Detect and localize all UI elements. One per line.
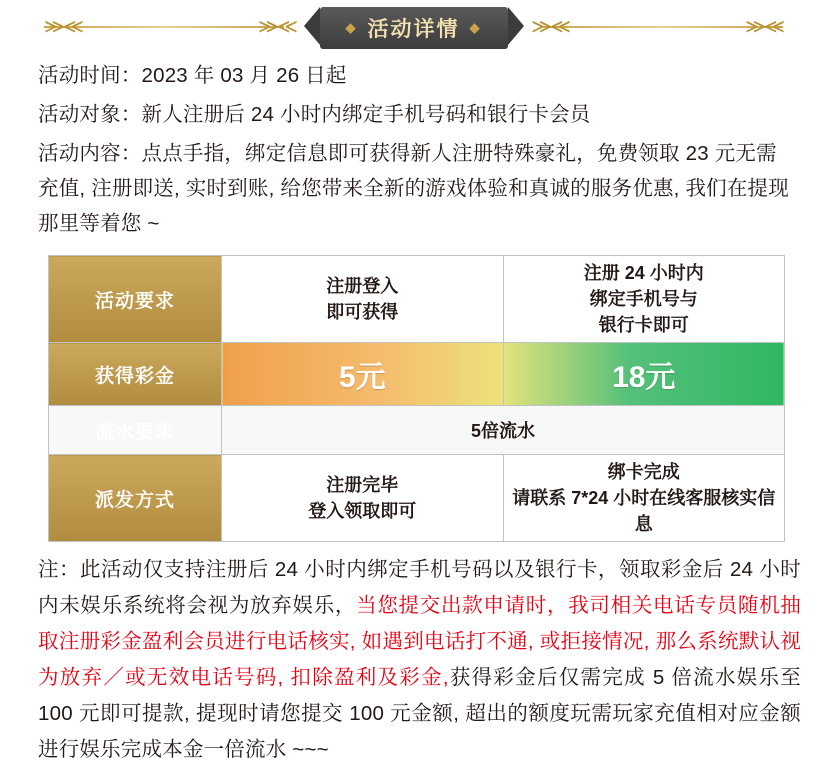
promotion-page [0, 4, 827, 767]
activity-target-label: 活动对象： [38, 103, 142, 126]
activity-time-row [38, 58, 789, 93]
bonus-tier2-amount: 18元 [612, 361, 676, 394]
requirement-tier2 [503, 256, 785, 343]
ornament-icon-left-inner: ≫≪ [258, 16, 296, 38]
activity-content-row [38, 136, 789, 241]
terms-note-warning: 当您提交出款申请时，我司相关电话专员随机抽取注册彩金盈利会员进行电话核实, 如遇到电话打不通, 或拒接情况, 那么系统默认视为放弃／或无效电话号码, 扣除盈利及彩金, [38, 594, 802, 689]
page-title: 活动详情 [367, 18, 460, 41]
terms-note-part1: 注：此活动仅支持注册后 24 小时内绑定手机号码以及银行卡，领取彩金后 24 小时内未娱乐系统将会视为放弃娱乐， [38, 558, 801, 617]
requirement-tier1-line2: 即可获得 [326, 302, 399, 322]
delivery-tier1 [222, 455, 504, 542]
requirement-tier2-line3: 银行卡即可 [598, 315, 689, 335]
activity-target-value: 新人注册后 24 小时内绑定手机号码和银行卡会员 [141, 103, 591, 126]
row-header-requirement: 活动要求 [49, 256, 222, 343]
ornament-icon-right-inner: ≫≪ [531, 16, 569, 38]
table-row-bonus [49, 343, 785, 406]
delivery-tier2-line1: 绑卡完成 [607, 462, 680, 482]
activity-time-value: 2023 年 03 月 26 日起 [141, 64, 347, 87]
promo-table-wrap [0, 255, 827, 542]
activity-time-label: 活动时间： [38, 64, 142, 87]
activity-content-label: 活动内容： [38, 142, 142, 165]
terms-note [0, 548, 827, 768]
delivery-tier1-line2: 登入领取即可 [308, 501, 417, 521]
delivery-tier2 [503, 455, 785, 542]
page-title-plate [320, 7, 508, 49]
table-row-turnover [49, 406, 785, 455]
row-header-turnover: 流水要求 [49, 406, 222, 455]
bonus-tier1 [222, 343, 504, 406]
header-banner [0, 4, 827, 52]
terms-note-part3: 获得彩金后仅需完成 5 倍流水娱乐至 100 元即可提款, 提现时请您提交 100 元金额, 超出的额度玩需玩家充值相对应金额进行娱乐完成本金一倍流水 ~~~ [38, 666, 801, 761]
requirement-tier1-line1: 注册登入 [326, 276, 399, 296]
bonus-tier1-amount: 5元 [338, 361, 386, 394]
activity-target-row [38, 97, 789, 132]
delivery-tier2-line2: 请联系 7*24 小时在线客服核实信息 [512, 488, 776, 534]
requirement-tier2-line1: 注册 24 小时内 [583, 263, 704, 283]
ornament-icon-left-outer: ≫≪ [44, 16, 82, 38]
row-header-bonus: 获得彩金 [49, 343, 222, 406]
intro-section [0, 52, 827, 241]
table-row-delivery [49, 455, 785, 542]
activity-content-value: 点点手指，绑定信息即可获得新人注册特殊豪礼，免费领取 23 元无需充值, 注册即送, 实时到账, 给您带来全新的游戏体验和真诚的服务优惠, 我们在提现那里等着您 ~ [38, 142, 789, 235]
diamond-icon-right: ◆ [469, 20, 482, 35]
requirement-tier2-line2: 绑定手机号与 [589, 289, 698, 309]
turnover-value: 5倍流水 [222, 406, 785, 455]
requirement-tier1 [222, 256, 504, 343]
bonus-tier2 [503, 343, 785, 406]
promo-table [48, 255, 785, 542]
delivery-tier1-line1: 注册完毕 [326, 475, 399, 495]
table-row-requirement [49, 256, 785, 343]
diamond-icon-left: ◆ [345, 20, 358, 35]
ornament-icon-right-outer: ≫≪ [745, 16, 783, 38]
row-header-delivery: 派发方式 [49, 455, 222, 542]
